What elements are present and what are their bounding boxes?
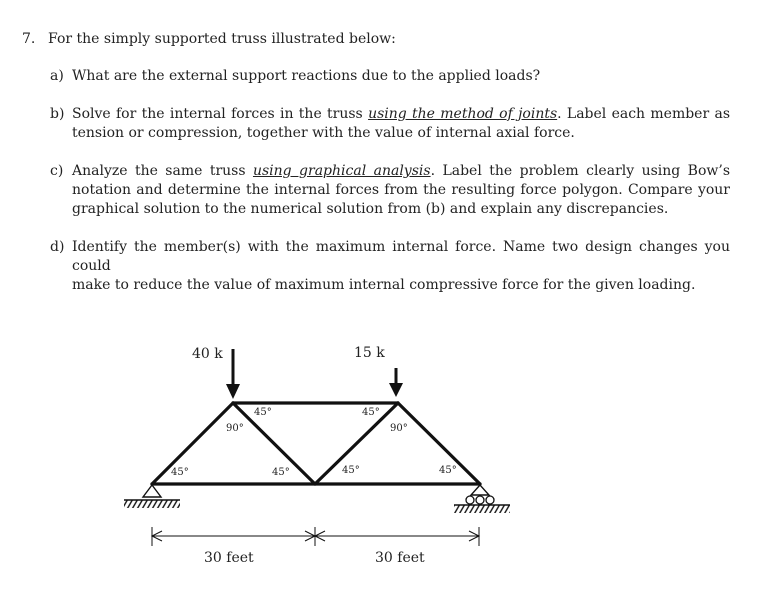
dimension-left-label: 30 feet [204,550,254,566]
part-d-label: d) [50,239,65,255]
part-a-label: a) [50,68,64,84]
part-a-text: What are the external support reactions due to the applied loads? [72,68,541,84]
load-label-left: 40 k [192,346,223,362]
part-c-label: c) [50,163,64,179]
part-b-line-1: Solve for the internal forces in the truss using the method of joints. Label each member as [72,106,730,122]
load-label-right: 15 k [354,345,385,361]
dimension-right-label: 30 feet [375,550,425,566]
angle-right-support-45: 45° [439,465,457,476]
left-end-diagonal [152,403,233,484]
truss-members [152,403,480,484]
graphical-analysis-emphasis: using graphical analysis [252,163,431,179]
question-number: 7. [22,31,36,47]
angle-right-top-90: 90° [390,423,408,434]
method-of-joints-emphasis: using the method of joints [368,106,558,122]
angle-left-top-90: 90° [226,423,244,434]
pin-support-left [124,485,180,508]
part-d-line-1: Identify the member(s) with the maximum internal force. Name two design changes you could [72,239,730,274]
angle-right-top-45: 45° [362,407,380,418]
question-title: For the simply supported truss illustrated below: [48,31,396,47]
part-c-line-2: notation and determine the internal forces from the resulting force polygon. Compare your [72,182,730,198]
part-d-line-2: make to reduce the value of maximum internal compressive force for the given loading. [72,277,696,293]
dimension-lines [152,527,479,546]
part-b-line-2: tension or compression, together with the value of internal axial force. [72,125,575,141]
part-b-label: b) [50,106,65,122]
load-arrow-left [226,349,240,399]
angle-mid-right-45: 45° [342,465,360,476]
part-c-line-3: graphical solution to the numerical solution from (b) and explain any discrepancies. [72,201,669,217]
angle-mid-left-45: 45° [272,467,290,478]
roller-support-right [454,485,510,513]
load-arrow-right [389,368,403,397]
part-c-line-1: Analyze the same truss using graphical analysis. Label the problem clearly using Bow’s [72,163,730,179]
angle-left-top-45: 45° [254,407,272,418]
angle-left-support-45: 45° [171,467,189,478]
